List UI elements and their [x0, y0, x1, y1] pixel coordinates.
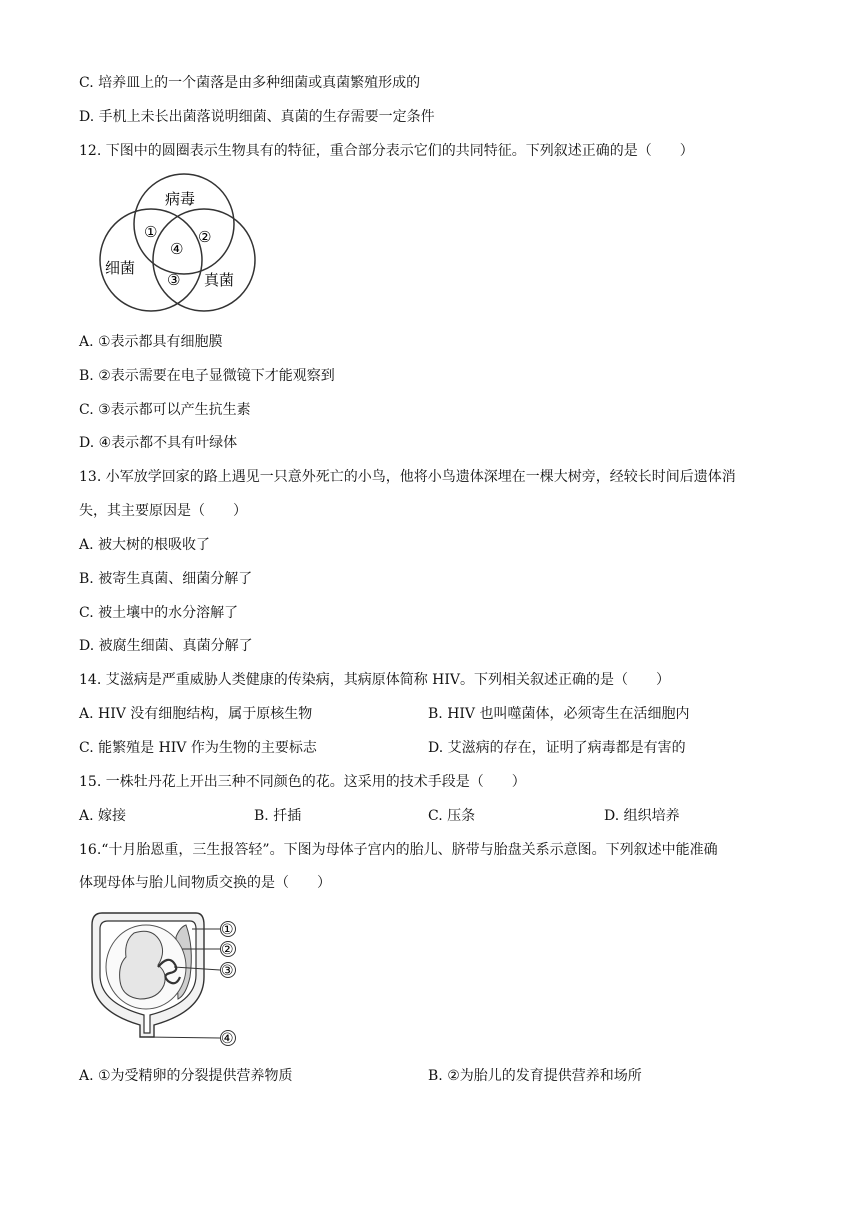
q15-option-b: B. 扦插 [254, 808, 302, 824]
leader-line-4 [146, 1037, 220, 1038]
fig-label-3: ③ [221, 963, 234, 979]
q15-stem: 15. 一株牡丹花上开出三种不同颜色的花。这采用的技术手段是（ ） [79, 774, 526, 790]
q13-option-b: B. 被寄生真菌、细菌分解了 [79, 571, 253, 587]
q13-option-a: A. 被大树的根吸收了 [79, 537, 211, 553]
q12-option-d: D. ④表示都不具有叶绿体 [79, 435, 238, 451]
venn-label-bacteria: 细菌 [105, 259, 136, 277]
q13-stem-line1: 13. 小军放学回家的路上遇见一只意外死亡的小鸟，他将小鸟遗体深埋在一棵大树旁，经较长时间后遗体消 [79, 469, 736, 485]
q13-stem-line2: 失，其主要原因是（ ） [79, 503, 247, 519]
q14-option-c: C. 能繁殖是 HIV 作为生物的主要标志 [79, 740, 317, 756]
venn-circle-fungi [153, 209, 255, 311]
q11-option-c: C. 培养皿上的一个菌落是由多种细菌或真菌繁殖形成的 [79, 75, 421, 91]
q12-option-a: A. ①表示都具有细胞膜 [79, 334, 223, 350]
q13-option-d: D. 被腐生细菌、真菌分解了 [79, 638, 253, 654]
q12-stem: 12. 下图中的圆圈表示生物具有的特征，重合部分表示它们的共同特征。下列叙述正确的是（ ） [79, 143, 694, 159]
q15-option-a: A. 嫁接 [79, 808, 127, 824]
q16-stem-line2: 体现母体与胎儿间物质交换的是（ ） [79, 875, 331, 891]
q16-option-a: A. ①为受精卵的分裂提供营养物质 [79, 1068, 293, 1084]
q16-uterus-diagram [82, 907, 242, 1053]
q11-option-d: D. 手机上未长出菌落说明细菌、真菌的生存需要一定条件 [79, 109, 435, 125]
q14-option-b: B. HIV 也叫噬菌体，必须寄生在活细胞内 [428, 706, 690, 722]
q16-option-b: B. ②为胎儿的发育提供营养和场所 [428, 1068, 642, 1084]
q12-option-b: B. ②表示需要在电子显微镜下才能观察到 [79, 368, 335, 384]
fig-label-4: ④ [221, 1031, 234, 1047]
venn-label-virus: 病毒 [165, 190, 196, 208]
venn-region-3: ③ [167, 271, 181, 289]
q14-stem: 14. 艾滋病是严重威胁人类健康的传染病，其病原体简称 HIV。下列相关叙述正确的是（ ） [79, 672, 671, 688]
fig-label-1: ① [221, 922, 234, 938]
q16-stem-line1: 16.“十月胎恩重，三生报答轻”。下图为母体子宫内的胎儿、脐带与胎盘关系示意图。下列叙述中能准确 [79, 842, 718, 858]
q12-option-c: C. ③表示都可以产生抗生素 [79, 402, 251, 418]
q14-option-a: A. HIV 没有细胞结构，属于原核生物 [79, 706, 313, 722]
venn-region-2: ② [198, 228, 212, 246]
q15-option-d: D. 组织培养 [604, 808, 680, 824]
q13-option-c: C. 被土壤中的水分溶解了 [79, 605, 239, 621]
fig-label-2: ② [221, 942, 234, 958]
q12-venn-diagram [96, 172, 262, 314]
venn-label-fungi: 真菌 [204, 271, 235, 289]
venn-region-1: ① [144, 223, 158, 241]
q14-option-d: D. 艾滋病的存在，证明了病毒都是有害的 [428, 740, 686, 756]
q15-option-c: C. 压条 [428, 808, 476, 824]
venn-region-4: ④ [170, 240, 184, 258]
